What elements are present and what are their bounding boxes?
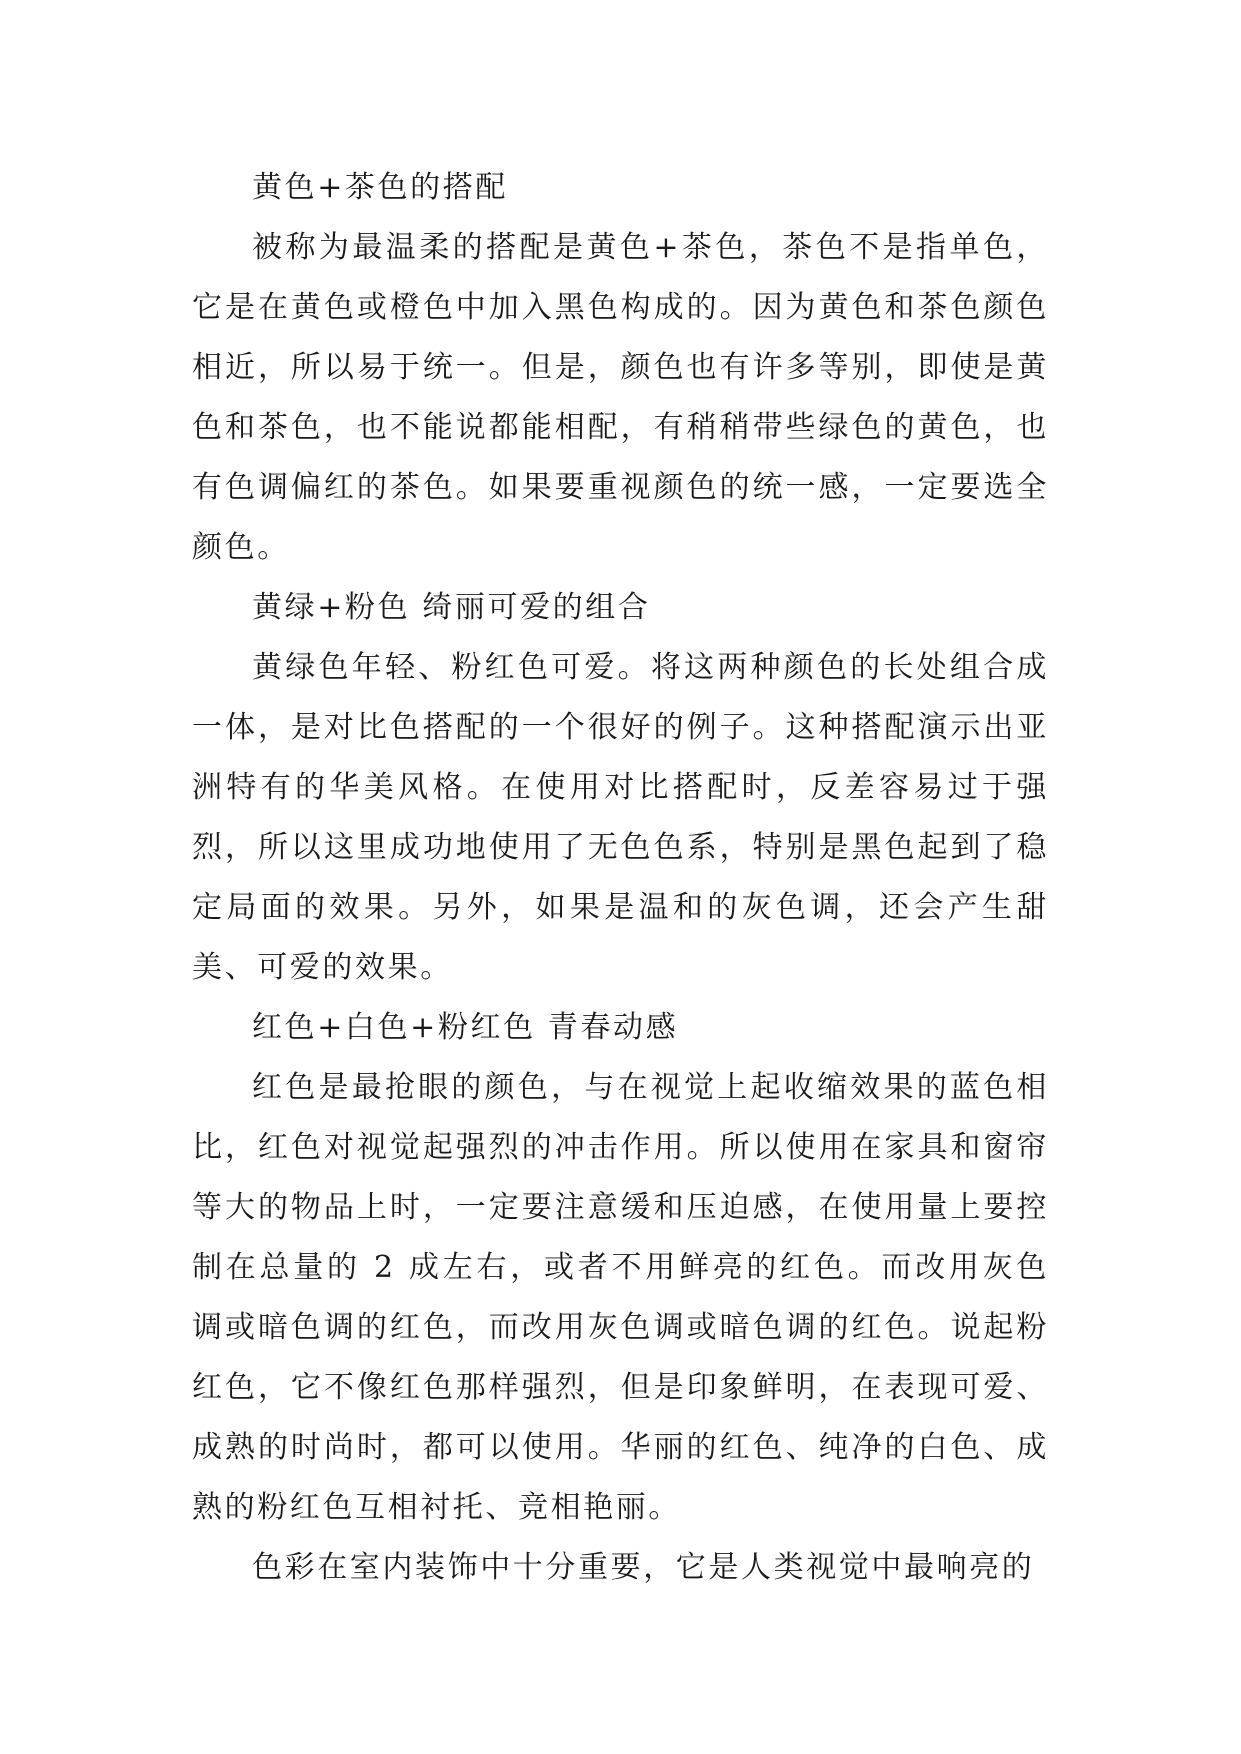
section-heading-yellow-tea: 黄色+茶色的搭配 xyxy=(252,170,508,205)
document-body xyxy=(192,158,1049,1598)
paragraph-yellowgreen-pink: 黄绿色年轻、粉红色可爱。将这两种颜色的长处组合成一体，是对比色搭配的一个很好的例子。这种搭配演示出亚洲特有的华美风格。在使用对比搭配时，反差容易过于强烈，所以这里成功地使用了无色色系，特别是黑色起到了稳定局面的效果。另外，如果是温和的灰色调，还会产生甜美、可爱的效果。 xyxy=(192,650,1049,985)
paragraph-yellow-tea: 被称为最温柔的搭配是黄色+茶色，茶色不是指单色，它是在黄色或橙色中加入黑色构成的。因为黄色和茶色颜色相近，所以易于统一。但是，颜色也有许多等别，即使是黄色和茶色，也不能说都能相配，有稍稍带些绿色的黄色，也有色调偏红的茶色。如果要重视颜色的统一感，一定要选全颜色。 xyxy=(192,230,1049,565)
paragraph-color-importance: 色彩在室内装饰中十分重要，它是人类视觉中最响亮的 xyxy=(252,1550,1035,1585)
section-heading-red-white-pink: 红色+白色+粉红色 青春动感 xyxy=(252,1010,679,1045)
paragraph-red-white-pink: 红色是最抢眼的颜色，与在视觉上起收缩效果的蓝色相比，红色对视觉起强烈的冲击作用。所以使用在家具和窗帘等大的物品上时，一定要注意缓和压迫感，在使用量上要控制在总量的 2 成左右，或者不用鲜亮的红色。而改用灰色调或暗色调的红色，而改用灰色调或暗色调的红色。说起粉红色，它不像红色那样强烈，但是印象鲜明，在表现可爱、成熟的时尚时，都可以使用。华丽的红色、纯净的白色、成熟的粉红色互相衬托、竞相艳丽。 xyxy=(192,1070,1049,1525)
section-heading-yellowgreen-pink: 黄绿+粉色 绮丽可爱的组合 xyxy=(252,590,651,625)
